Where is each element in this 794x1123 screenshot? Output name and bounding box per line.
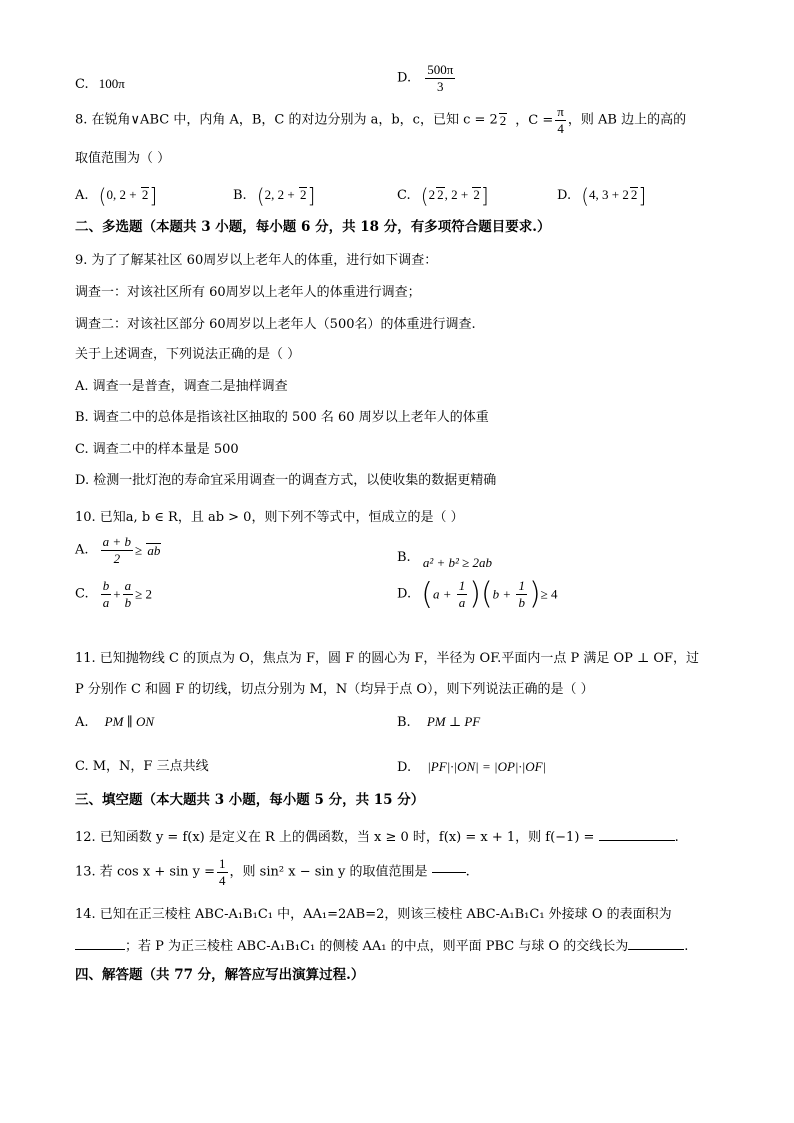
q9-question: 关于上述调查，下列说法正确的是（ ） bbox=[75, 347, 301, 362]
q7-option-c: C. 100π bbox=[75, 76, 125, 92]
q9-survey-1: 调查一：对该社区所有 60周岁以上老年人的体重进行调查； bbox=[75, 285, 421, 300]
q13-stem: 13. 若 cos x + sin y = $\frac{1}{4}$ ，则 sin² x − sin y 的取值范围是 . bbox=[75, 856, 470, 888]
q10-c-fraction-2: $\frac{a}{b}$ bbox=[124, 578, 132, 610]
q9-option-d: D. 检测一批灯泡的寿命宜采用调查一的调查方式，以使收集的数据更精确 bbox=[75, 473, 497, 488]
q10-d-fraction-2: $\frac{1}{b}$ bbox=[518, 578, 525, 610]
q14-stem-2: ；若 P 为正三棱柱 ABC-A₁B₁C₁ 的侧棱 AA₁ 的中点，则平面 PBC 与球 O 的交线长为 . bbox=[75, 938, 688, 956]
section-4-heading: 四、解答题（共 77 分，解答应写出演算过程.） bbox=[75, 967, 365, 983]
section-2-heading: 二、多选题（本题共 3 小题，每小题 6 分，共 18 分，有多项符合题目要求.） bbox=[75, 219, 551, 235]
q10-option-a: A. $\frac{a + b}{2}$ ≥ ab bbox=[75, 534, 161, 566]
q10-a-fraction: $\frac{a + b}{2}$ bbox=[102, 534, 131, 566]
q9-survey-2: 调查二：对该社区部分 60周岁以上老年人（500名）的体重进行调查. bbox=[75, 317, 476, 332]
q8-stem-2: 取值范围为（ ） bbox=[75, 151, 171, 166]
q8-sqrt: 2 bbox=[499, 113, 507, 128]
q10-option-d: D. (a + $\frac{1}{a}$ )(b + $\frac{1}{b}$ )≥ 4 bbox=[397, 576, 558, 612]
q11-option-a: A. PM ∥ ON bbox=[75, 714, 155, 730]
q9-option-c: C. 调查二中的样本量是 500 bbox=[75, 442, 239, 457]
q10-stem: 10. 已知a, b ∈ R，且 ab > 0，则下列不等式中，恒成立的是（ ） bbox=[75, 510, 464, 525]
q8-option-b: B. (2, 2 + 2] bbox=[233, 183, 316, 208]
q10-option-b: B. a² + b² ≥ 2ab bbox=[397, 550, 493, 570]
q8-stem: 8. 在锐角∨ABC 中，内角 A，B，C 的对边分别为 a，b，c，已知 c = 2 2 ，C = $\frac{\pi}{4}$ ，则 AB 边上的高的 bbox=[75, 104, 687, 136]
section-3-heading: 三、填空题（本大题共 3 小题，每小题 5 分，共 15 分） bbox=[75, 792, 425, 808]
q10-option-c: C. $\frac{b}{a}$ + $\frac{a}{b}$ ≥ 2 bbox=[75, 578, 152, 610]
q14-answer-blank-1[interactable] bbox=[75, 949, 125, 950]
q9-option-b: B. 调查二中的总体是指该社区抽取的 500 名 60 周岁以上老年人的体重 bbox=[75, 410, 489, 425]
q10-c-fraction-1: $\frac{b}{a}$ bbox=[102, 578, 110, 610]
q7-option-d: D. $\frac{500\pi}{3}$ bbox=[397, 62, 454, 94]
q13-answer-blank[interactable] bbox=[432, 872, 466, 873]
q7-d-fraction: $\frac{500\pi}{3}$ bbox=[427, 62, 454, 94]
q12-answer-blank[interactable] bbox=[599, 840, 675, 841]
q10-d-fraction-1: $\frac{1}{a}$ bbox=[458, 578, 466, 610]
q9-option-a: A. 调查一是普查，调查二是抽样调查 bbox=[75, 379, 288, 394]
q14-answer-blank-2[interactable] bbox=[628, 949, 684, 950]
q11-option-d: D. |PF|·|ON| = |OP|·|OF| bbox=[397, 759, 547, 775]
q14-stem-1: 14. 已知在正三棱柱 ABC-A₁B₁C₁ 中，AA₁=2AB=2，则该三棱柱 ABC-A₁B₁C₁ 外接球 O 的表面积为 bbox=[75, 907, 672, 922]
q11-stem-2: P 分别作 C 和圆 F 的切线，切点分别为 M，N（均异于点 O），则下列说法正确的是（ ） bbox=[75, 682, 594, 697]
q8-option-d: D. (4, 3 + 2 2] bbox=[557, 183, 647, 208]
q8-option-c: C. (2 2, 2 + 2] bbox=[397, 183, 489, 208]
q13-fraction: $\frac{1}{4}$ bbox=[219, 856, 226, 888]
q8-angle-fraction: $\frac{\pi}{4}$ bbox=[557, 104, 564, 136]
q8-option-a: A. (0, 2 + 2] bbox=[75, 183, 158, 208]
q11-stem-1: 11. 已知抛物线 C 的顶点为 O，焦点为 F，圆 F 的圆心为 F，半径为 OF.平面内一点 P 满足 OP ⊥ OF，过 bbox=[75, 651, 700, 666]
q11-option-b: B. PM ⊥ PF bbox=[397, 714, 481, 730]
q12-stem: 12. 已知函数 y = f(x) 是定义在 R 上的偶函数，当 x ≥ 0 时，f(x) = x + 1，则 f(−1) = . bbox=[75, 830, 679, 845]
q11-option-c: C. M，N，F 三点共线 bbox=[75, 759, 209, 774]
q9-stem: 9. 为了了解某社区 60周岁以上老年人的体重，进行如下调查： bbox=[75, 253, 438, 268]
